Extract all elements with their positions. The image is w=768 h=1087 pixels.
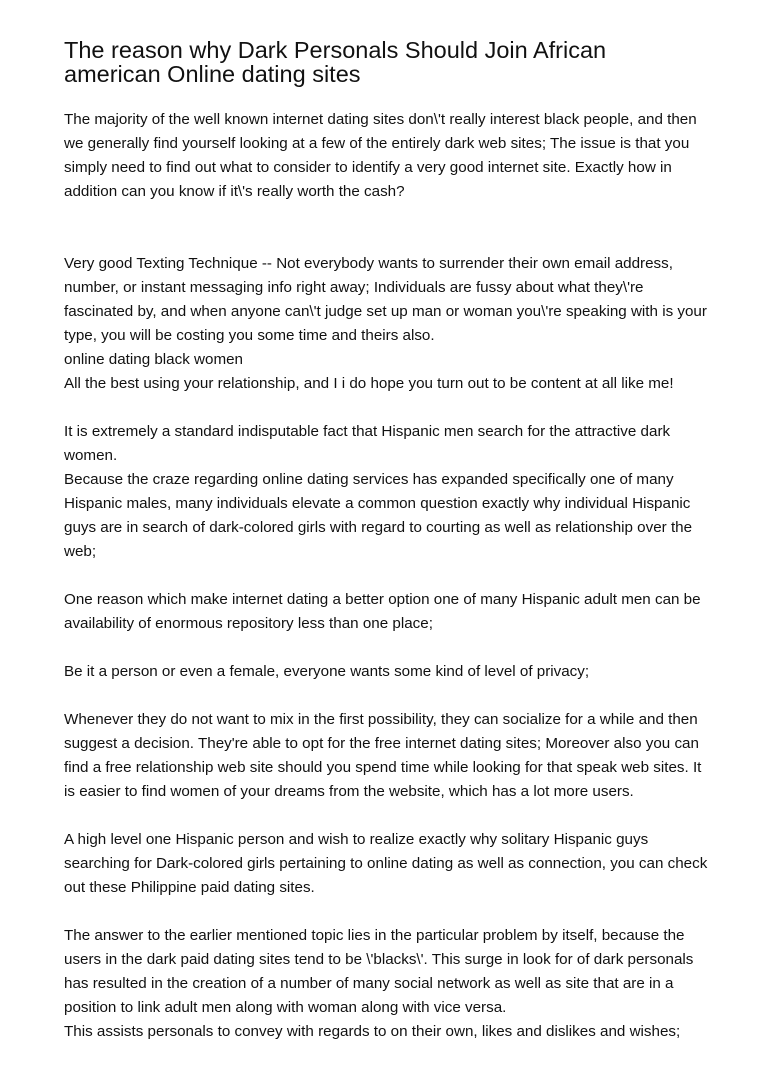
paragraph-answer: The answer to the earlier mentioned topic lies in the particular problem by itself, because the users in the dark paid dating sites tend to be \'blacks\'. This surge in look for of dark personals has resulted in the creation of a number of many social network as well as site that are in a position to link adult men along with woman along with vice versa. bbox=[64, 927, 694, 1016]
paragraph-whenever: Whenever they do not want to mix in the first possibility, they can socialize for a while and then suggest a decision. They're able to opt for the free internet dating sites; Moreover also you can find a free relationship web site should you spend time while looking for that speak web sites. It is easier to find women of your dreams from the website, which has a lot more users. bbox=[64, 711, 702, 800]
document-body bbox=[64, 108, 712, 1044]
paragraph-hispanic-fact: It is extremely a standard indisputable fact that Hispanic men search for the attractive dark women. bbox=[64, 423, 671, 464]
paragraph-assists: This assists personals to convey with regards to on their own, likes and dislikes and wishes; bbox=[64, 1023, 681, 1040]
paragraph-intro: The majority of the well known internet dating sites don\'t really interest black people, and then we generally find yourself looking at a few of the entirely dark web sites; The issue is that you simply need to find out what to consider to identify a very good internet site. Exactly how in addition can you know if it\'s really worth the cash? bbox=[64, 111, 697, 200]
paragraph-keyword: online dating black women bbox=[64, 351, 243, 368]
paragraph-high-level: A high level one Hispanic person and wish to realize exactly why solitary Hispanic guys searching for Dark-colored girls pertaining to online dating as well as connection, you can check out these Philippine paid dating sites. bbox=[64, 831, 708, 896]
paragraph-best-wishes: All the best using your relationship, and I i do hope you turn out to be content at all like me! bbox=[64, 375, 674, 392]
paragraph-craze: Because the craze regarding online dating services has expanded specifically one of many Hispanic males, many individuals elevate a common question exactly why individual Hispanic guys are in search of dark-colored girls with regard to courting as well as relationship over the web; bbox=[64, 471, 693, 560]
spacer bbox=[64, 228, 712, 252]
paragraph-texting-technique: Very good Texting Technique -- Not everybody wants to surrender their own email address, number, or instant messaging info right away; Individuals are fussy about what they\'re fascinated by, and when anyone can\'t judge set up man or woman you\'re speaking with is your type, you will be costing you some time and theirs also. bbox=[64, 255, 707, 344]
paragraph-privacy: Be it a person or even a female, everyone wants some kind of level of privacy; bbox=[64, 663, 590, 680]
document-title: The reason why Dark Personals Should Join African american Online dating sites bbox=[64, 37, 607, 87]
paragraph-one-reason: One reason which make internet dating a better option one of many Hispanic adult men can be availability of enormous repository less than one place; bbox=[64, 591, 701, 632]
